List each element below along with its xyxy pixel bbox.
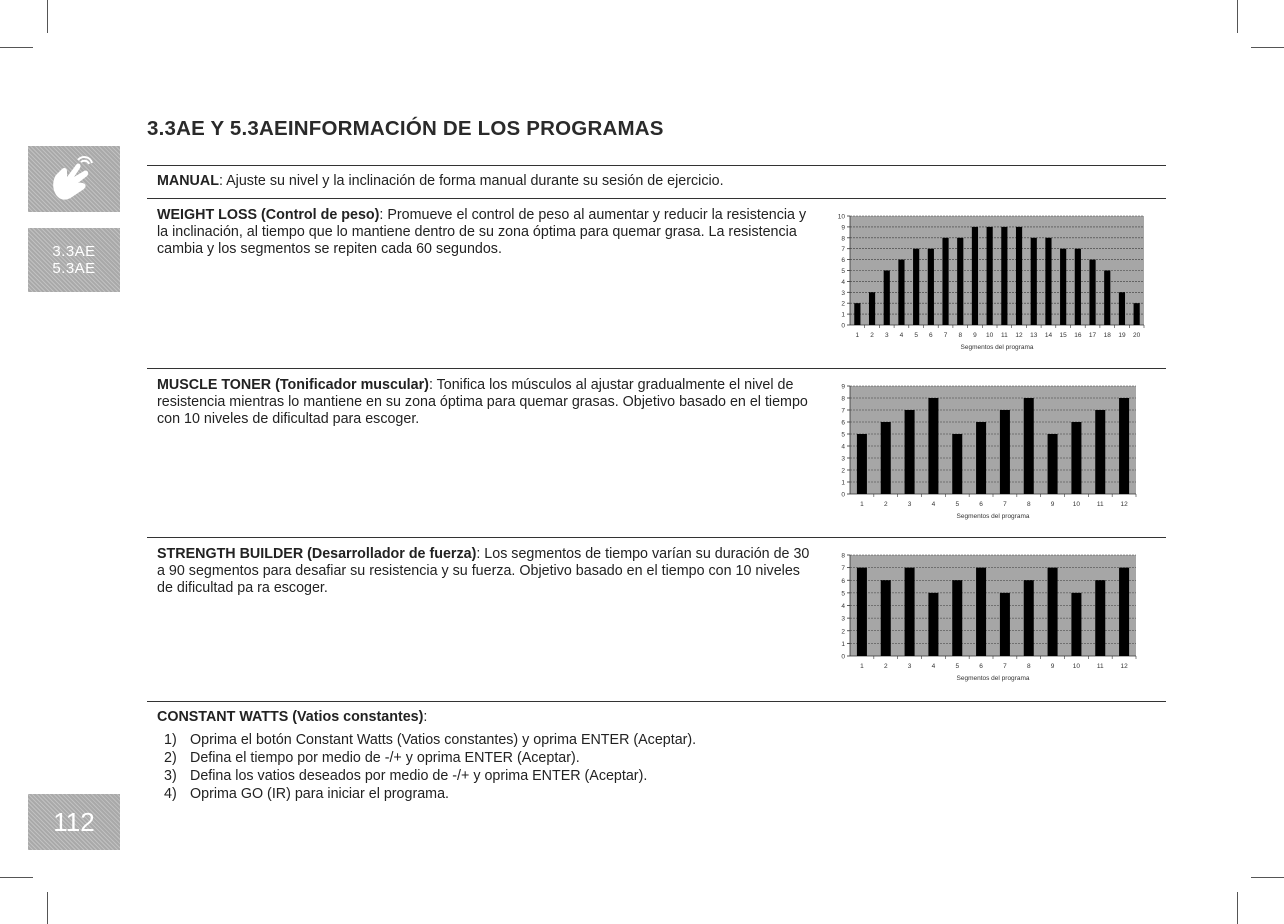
crop-mark bbox=[1237, 0, 1238, 33]
y-tick-label: 2 bbox=[841, 628, 845, 636]
section-divider bbox=[147, 701, 1166, 702]
bar bbox=[928, 398, 938, 494]
weight-loss-section bbox=[157, 207, 817, 258]
bar bbox=[857, 568, 867, 656]
list-item bbox=[164, 785, 696, 803]
muscle-toner-text: : Tonifica los músculos al ajustar gradualmente el nivel de resistencia mientras lo mantiene en su zona óptima para quemar grasas. Objetivo basado en el tiempo con 10 niveles de dificultad para escoger. bbox=[157, 377, 808, 427]
strength-builder-text: : Los segmentos de tiempo varían su duración de 30 a 90 segmentos para desafiar su resistencia y su fuerza. Objetivo basado en el tiempo con 10 niveles de dificultad pa ra escoger. bbox=[157, 546, 810, 596]
bar bbox=[1016, 227, 1022, 325]
x-tick-label: 10 bbox=[1072, 663, 1081, 670]
bar bbox=[1048, 434, 1058, 494]
section-divider bbox=[147, 537, 1166, 538]
model-line-1: 3.3AE bbox=[52, 243, 96, 260]
bar bbox=[972, 227, 978, 325]
step-number: 3) bbox=[164, 768, 177, 784]
y-tick-label: 1 bbox=[841, 479, 845, 487]
weight-loss-text: : Promueve el control de peso al aumentar y reducir la resistencia y la inclinación, al tiempo que lo mantiene dentro de su zona óptima para quemar grasa. La resistencia cambia y los segmentos se repiten cada 60 segundos. bbox=[157, 207, 807, 257]
bar bbox=[884, 271, 890, 326]
y-tick-label: 9 bbox=[841, 383, 845, 391]
x-tick-label: 10 bbox=[1072, 501, 1081, 508]
x-tick-label: 6 bbox=[979, 663, 983, 670]
y-tick-label: 2 bbox=[841, 300, 845, 308]
bar bbox=[942, 238, 948, 325]
bar bbox=[1045, 238, 1051, 325]
section-divider bbox=[147, 368, 1166, 369]
y-tick-label: 5 bbox=[841, 590, 845, 598]
constant-watts-steps bbox=[164, 731, 696, 803]
constant-watts-colon: : bbox=[423, 709, 428, 725]
step-text: Defina los vatios deseados por medio de -/+ y oprima ENTER (Aceptar). bbox=[190, 768, 648, 784]
x-tick-label: 1 bbox=[855, 332, 860, 339]
x-tick-label: 10 bbox=[986, 332, 994, 339]
y-tick-label: 8 bbox=[841, 395, 845, 403]
bar bbox=[1031, 238, 1037, 325]
y-tick-label: 7 bbox=[841, 407, 845, 415]
x-tick-label: 4 bbox=[899, 332, 904, 339]
y-tick-label: 8 bbox=[841, 552, 845, 560]
step-number: 4) bbox=[164, 786, 177, 802]
y-tick-label: 4 bbox=[841, 443, 845, 451]
bar bbox=[1071, 593, 1081, 656]
x-tick-label: 12 bbox=[1120, 663, 1128, 670]
x-tick-label: 7 bbox=[1003, 501, 1007, 508]
y-tick-label: 4 bbox=[841, 603, 845, 610]
x-tick-label: 3 bbox=[907, 501, 912, 508]
x-tick-label: 12 bbox=[1015, 332, 1023, 339]
x-tick-label: 1 bbox=[860, 663, 864, 670]
model-line-2: 5.3AE bbox=[52, 260, 96, 277]
bar bbox=[1119, 292, 1125, 325]
x-tick-label: 19 bbox=[1118, 332, 1126, 339]
bar bbox=[1075, 249, 1081, 325]
y-tick-label: 9 bbox=[841, 224, 845, 232]
x-tick-label: 11 bbox=[1096, 663, 1104, 670]
bar bbox=[987, 227, 993, 325]
x-axis-label: Segmentos del programa bbox=[956, 513, 1030, 520]
y-tick-label: 1 bbox=[841, 311, 845, 319]
bar bbox=[1060, 249, 1066, 325]
y-tick-label: 1 bbox=[841, 640, 845, 648]
bar bbox=[881, 422, 891, 494]
y-tick-label: 5 bbox=[841, 268, 845, 275]
y-tick-label: 6 bbox=[841, 257, 845, 265]
section-divider bbox=[147, 165, 1166, 166]
bar bbox=[928, 593, 938, 656]
x-tick-label: 3 bbox=[907, 663, 912, 670]
x-tick-label: 9 bbox=[1050, 501, 1055, 508]
hand-pointer-tab bbox=[28, 146, 120, 212]
plot-area bbox=[850, 386, 1136, 494]
manual-section bbox=[157, 173, 1157, 190]
x-tick-label: 6 bbox=[929, 332, 933, 339]
step-text: Defina el tiempo por medio de -/+ y oprima ENTER (Aceptar). bbox=[190, 750, 580, 766]
x-tick-label: 3 bbox=[884, 332, 889, 339]
y-tick-label: 6 bbox=[841, 577, 845, 585]
bar bbox=[952, 580, 962, 656]
list-item bbox=[164, 731, 696, 749]
x-axis-label: Segmentos del programa bbox=[956, 675, 1030, 682]
list-item bbox=[164, 749, 696, 767]
bar bbox=[898, 260, 904, 325]
page-number: 112 bbox=[53, 806, 95, 837]
y-tick-label: 3 bbox=[841, 615, 845, 623]
bar bbox=[1095, 410, 1105, 494]
x-tick-label: 11 bbox=[1096, 501, 1104, 508]
bar bbox=[976, 422, 986, 494]
manual-text: : Ajuste su nivel y la inclinación de forma manual durante su sesión de ejercicio. bbox=[218, 173, 724, 189]
constant-watts-section bbox=[157, 709, 857, 726]
x-tick-label: 7 bbox=[1003, 663, 1007, 670]
strength-builder-label: STRENGTH BUILDER (Desarrollador de fuerza) bbox=[157, 546, 477, 562]
x-tick-label: 8 bbox=[1026, 501, 1031, 508]
x-tick-label: 2 bbox=[883, 663, 888, 670]
bar bbox=[957, 238, 963, 325]
x-tick-label: 5 bbox=[914, 332, 918, 339]
y-tick-label: 0 bbox=[841, 491, 845, 499]
weight-loss-label: WEIGHT LOSS (Control de peso) bbox=[157, 207, 380, 223]
step-text: Oprima el botón Constant Watts (Vatios constantes) y oprima ENTER (Aceptar). bbox=[190, 732, 697, 748]
muscle-toner-label: MUSCLE TONER (Tonificador muscular) bbox=[157, 377, 429, 393]
bar bbox=[1048, 568, 1058, 656]
x-tick-label: 17 bbox=[1088, 332, 1097, 339]
crop-mark bbox=[1237, 892, 1238, 924]
crop-mark bbox=[47, 892, 48, 924]
step-number: 1) bbox=[164, 732, 177, 748]
x-tick-label: 6 bbox=[979, 501, 983, 508]
weight-loss-chart bbox=[826, 210, 1148, 360]
bar bbox=[913, 249, 919, 325]
bar bbox=[1000, 410, 1010, 494]
bar bbox=[976, 568, 986, 656]
y-tick-label: 5 bbox=[841, 431, 845, 439]
bar bbox=[1095, 580, 1105, 656]
x-tick-label: 16 bbox=[1074, 332, 1082, 339]
strength-builder-section bbox=[157, 546, 817, 597]
page-title: 3.3AE Y 5.3AEINFORMACIÓN DE LOS PROGRAMAS bbox=[147, 117, 664, 140]
x-tick-label: 15 bbox=[1059, 332, 1067, 339]
y-tick-label: 8 bbox=[841, 235, 845, 243]
x-tick-label: 12 bbox=[1120, 501, 1128, 508]
x-tick-label: 4 bbox=[931, 501, 936, 508]
manual-label: MANUAL bbox=[157, 173, 219, 189]
y-tick-label: 3 bbox=[841, 289, 845, 297]
bar bbox=[854, 303, 860, 325]
bar bbox=[1119, 398, 1129, 494]
y-tick-label: 0 bbox=[841, 653, 845, 661]
x-tick-label: 18 bbox=[1103, 332, 1111, 339]
x-axis-label: Segmentos del programa bbox=[960, 344, 1034, 351]
x-tick-label: 1 bbox=[860, 501, 864, 508]
y-tick-label: 6 bbox=[841, 419, 845, 427]
bar bbox=[1071, 422, 1081, 494]
crop-mark bbox=[0, 877, 33, 878]
bar bbox=[881, 580, 891, 656]
bar bbox=[1024, 580, 1034, 656]
bar bbox=[1000, 593, 1010, 656]
crop-mark bbox=[1251, 47, 1284, 48]
y-tick-label: 10 bbox=[837, 213, 845, 221]
bar bbox=[1119, 568, 1129, 656]
list-item bbox=[164, 767, 696, 785]
bar bbox=[1001, 227, 1007, 325]
step-number: 2) bbox=[164, 750, 177, 766]
bar bbox=[1089, 260, 1095, 325]
x-tick-label: 2 bbox=[883, 501, 888, 508]
page-number-tab bbox=[28, 794, 120, 850]
x-tick-label: 4 bbox=[931, 663, 936, 670]
x-tick-label: 20 bbox=[1133, 332, 1141, 339]
y-tick-label: 4 bbox=[841, 278, 845, 286]
step-text: Oprima GO (IR) para iniciar el programa. bbox=[190, 786, 450, 802]
y-tick-label: 0 bbox=[841, 322, 845, 330]
x-tick-label: 13 bbox=[1030, 332, 1038, 339]
x-tick-label: 9 bbox=[1050, 663, 1055, 670]
bar bbox=[952, 434, 962, 494]
bar bbox=[869, 292, 875, 325]
x-tick-label: 8 bbox=[958, 332, 963, 339]
x-tick-label: 8 bbox=[1026, 663, 1031, 670]
bar bbox=[857, 434, 867, 494]
bar bbox=[1024, 398, 1034, 494]
x-tick-label: 5 bbox=[955, 501, 960, 508]
x-tick-label: 2 bbox=[870, 332, 874, 339]
x-tick-label: 5 bbox=[955, 663, 960, 670]
x-tick-label: 7 bbox=[943, 332, 948, 339]
x-tick-label: 9 bbox=[973, 332, 977, 339]
bar bbox=[905, 410, 915, 494]
muscle-toner-section bbox=[157, 377, 817, 428]
x-tick-label: 14 bbox=[1044, 332, 1053, 339]
hand-pointer-icon bbox=[44, 151, 104, 207]
section-divider bbox=[147, 198, 1166, 199]
crop-mark bbox=[47, 0, 48, 33]
y-tick-label: 7 bbox=[841, 565, 845, 573]
bar bbox=[1104, 271, 1110, 326]
bar bbox=[928, 249, 934, 325]
bar bbox=[1134, 303, 1140, 325]
y-tick-label: 3 bbox=[841, 455, 845, 463]
crop-mark bbox=[1251, 877, 1284, 878]
constant-watts-label: CONSTANT WATTS (Vatios constantes) bbox=[157, 709, 424, 725]
crop-mark bbox=[0, 47, 33, 48]
y-tick-label: 7 bbox=[841, 246, 845, 254]
bar bbox=[905, 568, 915, 656]
model-tab bbox=[28, 228, 120, 292]
strength-builder-chart bbox=[826, 549, 1148, 694]
x-tick-label: 11 bbox=[1000, 332, 1008, 339]
y-tick-label: 2 bbox=[841, 467, 845, 475]
muscle-toner-chart bbox=[826, 380, 1148, 528]
